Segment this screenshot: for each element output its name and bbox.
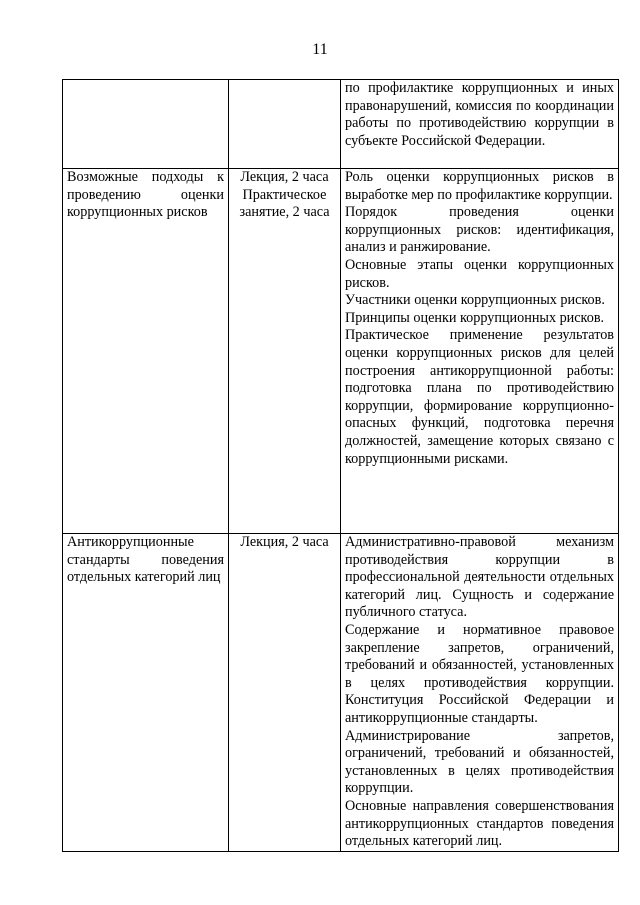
content-cell	[341, 169, 619, 534]
table-row	[63, 169, 619, 534]
content-paragraph: Административно-правовой механизм противодействия коррупции в профессиональной деятельности отдельных категорий лиц. Сущность и содержание публичного статуса.	[345, 534, 614, 621]
topic-cell: Антикоррупционные стандарты поведения отдельных категорий лиц	[63, 534, 229, 852]
topic-cell: Возможные подходы к проведению оценки коррупционных рисков	[63, 169, 229, 534]
format-cell	[229, 80, 341, 169]
page-number: 11	[312, 41, 328, 58]
content-paragraph: по профилактике коррупционных и иных правонарушений, комиссия по координации работы по противодействию коррупции в субъекте Российской Федерации.	[345, 80, 614, 149]
content-paragraph: Администрирование запретов, ограничений, требований и обязанностей, установленных в целях противодействия коррупции.	[345, 727, 614, 797]
content-paragraph: Порядок проведения оценки коррупционных рисков: идентификация, анализ и ранжирование.	[345, 204, 614, 256]
content-paragraph: Содержание и нормативное правовое закрепление запретов, ограничений, требований и обязанностей, установленных в целях противодействия коррупции. Конституция Российской Федерации и антикоррупционные стандарты.	[345, 621, 614, 726]
table-row	[63, 80, 619, 169]
format-line: Практическое занятие, 2 часа	[239, 186, 330, 221]
format-line: Лекция, 2 часа	[240, 169, 329, 185]
content-paragraph: Основные этапы оценки коррупционных рисков.	[345, 256, 614, 291]
content-paragraph: Участники оценки коррупционных рисков.	[345, 292, 605, 309]
content-cell	[341, 80, 619, 169]
format-cell: Лекция, 2 часа	[229, 534, 341, 852]
content-paragraph: Основные направления совершенствования антикоррупционных стандартов поведения отдельных категорий лиц.	[345, 797, 614, 850]
content-paragraph: Роль оценки коррупционных рисков в выработке мер по профилактике коррупции.	[345, 169, 614, 203]
topic-cell	[63, 80, 229, 169]
format-cell	[229, 169, 341, 534]
curriculum-table	[62, 79, 619, 852]
content-paragraph: Практическое применение результатов оценки коррупционных рисков для целей построения антикоррупционной работы: подготовка плана по противодействию коррупции, формирование коррупционно-опасных функций, подготовка перечня должностей, замещение которых связано с коррупционными рисками.	[345, 327, 614, 467]
content-cell	[341, 534, 619, 852]
table-row	[63, 534, 619, 852]
content-paragraph: Принципы оценки коррупционных рисков.	[345, 309, 605, 326]
